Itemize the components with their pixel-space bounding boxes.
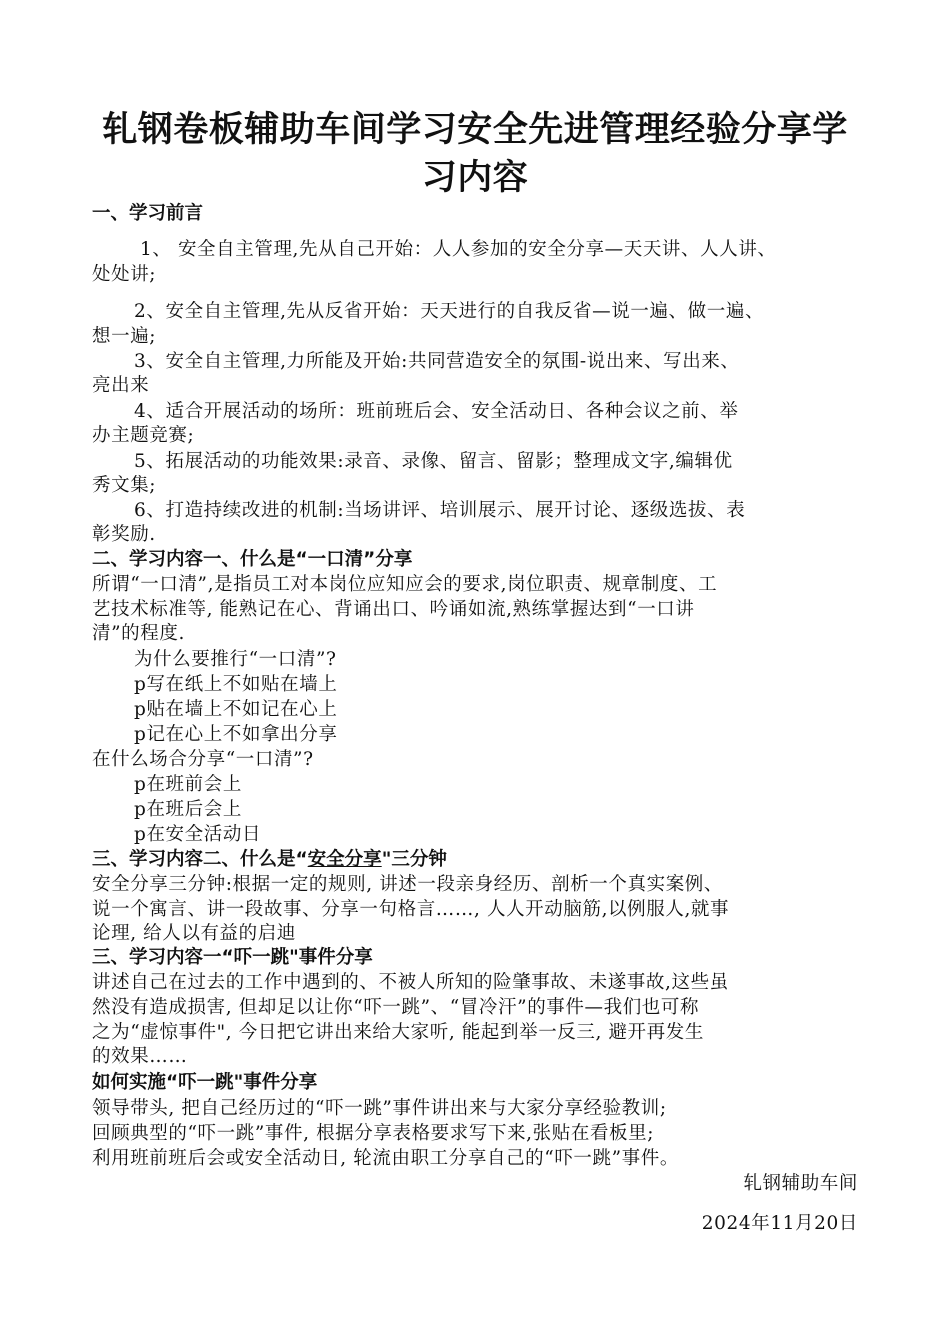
section-1-line: 处处讲; (92, 264, 157, 285)
section-5-line: 领导带头, 把自己经历过的“吓一跳”事件讲出来与大家分享经验教训; (92, 1098, 667, 1119)
section-4-line: 然没有造成损害, 但却足以让你“吓一跳”、“冒冷汗”的事件—我们也可称 (92, 997, 700, 1018)
section-2-line: 所谓“一口清”,是指员工对本岗位应知应会的要求,岗位职责、规章制度、工 (92, 574, 718, 595)
footer-department: 轧钢辅助车间 (743, 1173, 858, 1194)
section-4-heading: 三、学习内容一“吓一跳"事件分享 (92, 947, 373, 968)
section-2-line: 清”的程度. (92, 623, 185, 644)
section-1-line: 1、 安全自主管理,先从自己开始：人人参加的安全分享—天天讲、人人讲、 (140, 239, 777, 260)
section-3-line: 说一个寓言、讲一段故事、分享一句格言……, 人人开动脑筋,以例服人,就事 (92, 899, 730, 920)
document-title-line-2: 习内容 (421, 158, 529, 198)
section-4-line: 之为“虚惊事件", 今日把它讲出来给大家听, 能起到举一反三, 避开再发生 (92, 1022, 704, 1043)
footer-date: 2024年11月20日 (701, 1213, 858, 1234)
section-3-heading-suffix: "三分钟 (381, 849, 447, 870)
section-1-line: 4、适合开展活动的场所：班前班后会、安全活动日、各种会议之前、举 (134, 401, 739, 422)
section-1-heading: 一、学习前言 (92, 203, 204, 224)
section-1-line: 秀文集; (92, 475, 157, 496)
section-2-bullet: p在班后会上 (134, 799, 242, 820)
section-1-line: 亮出来 (92, 375, 150, 396)
section-3-heading-prefix: 三、学习内容二、什么是“ (92, 849, 308, 870)
section-2-line: 在什么场合分享“一口清”? (92, 749, 314, 770)
section-5-line: 回顾典型的“吓一跳”事件, 根据分享表格要求写下来,张贴在看板里; (92, 1123, 655, 1144)
document-title-line-1: 轧钢卷板辅助车间学习安全先进管理经验分享学 (102, 110, 848, 150)
section-5-heading: 如何实施“吓一跳"事件分享 (92, 1072, 318, 1093)
section-1-line: 6、打造持续改进的机制:当场讲评、培训展示、展开讨论、逐级选拔、表 (134, 500, 746, 521)
section-2-line: 为什么要推行“一口清”? (134, 649, 337, 670)
section-5-line: 利用班前班后会或安全活动日, 轮流由职工分享自己的“吓一跳”事件。 (92, 1148, 679, 1169)
section-3-heading (92, 848, 447, 872)
section-2-heading: 二、学习内容一、什么是“一口清”分享 (92, 549, 413, 570)
section-3-line: 论理, 给人以有益的启迪 (92, 923, 296, 944)
section-1-line: 办主题竞赛; (92, 425, 195, 446)
section-3-heading-underlined: 安全分享 (307, 849, 382, 870)
section-4-line: 的效果…… (92, 1046, 188, 1067)
section-1-line: 彰奖励. (92, 524, 156, 545)
section-1-line: 2、安全自主管理,先从反省开始：天天进行的自我反省—说一遍、做一遍、 (134, 301, 765, 322)
section-2-bullet: p记在心上不如拿出分享 (134, 724, 338, 745)
section-2-line: 艺技术标准等, 能熟记在心、背诵出口、吟诵如流,熟练掌握达到“一口讲 (92, 599, 695, 620)
section-1-line: 5、拓展活动的功能效果:录音、录像、留言、留影；整理成文字,编辑优 (134, 451, 733, 472)
section-1-line: 3、安全自主管理,力所能及开始:共同营造安全的氛围-说出来、写出来、 (134, 351, 740, 372)
section-4-line: 讲述自己在过去的工作中遇到的、不被人所知的险肇事故、未遂事故,这些虽 (92, 972, 729, 993)
section-2-bullet: p写在纸上不如贴在墙上 (134, 674, 338, 695)
section-1-line: 想一遍; (92, 326, 157, 347)
section-3-line: 安全分享三分钟:根据一定的规则, 讲述一段亲身经历、剖析一个真实案例、 (92, 874, 723, 895)
section-2-bullet: p在安全活动日 (134, 824, 262, 845)
section-2-bullet: p贴在墙上不如记在心上 (134, 699, 338, 720)
section-2-bullet: p在班前会上 (134, 774, 242, 795)
